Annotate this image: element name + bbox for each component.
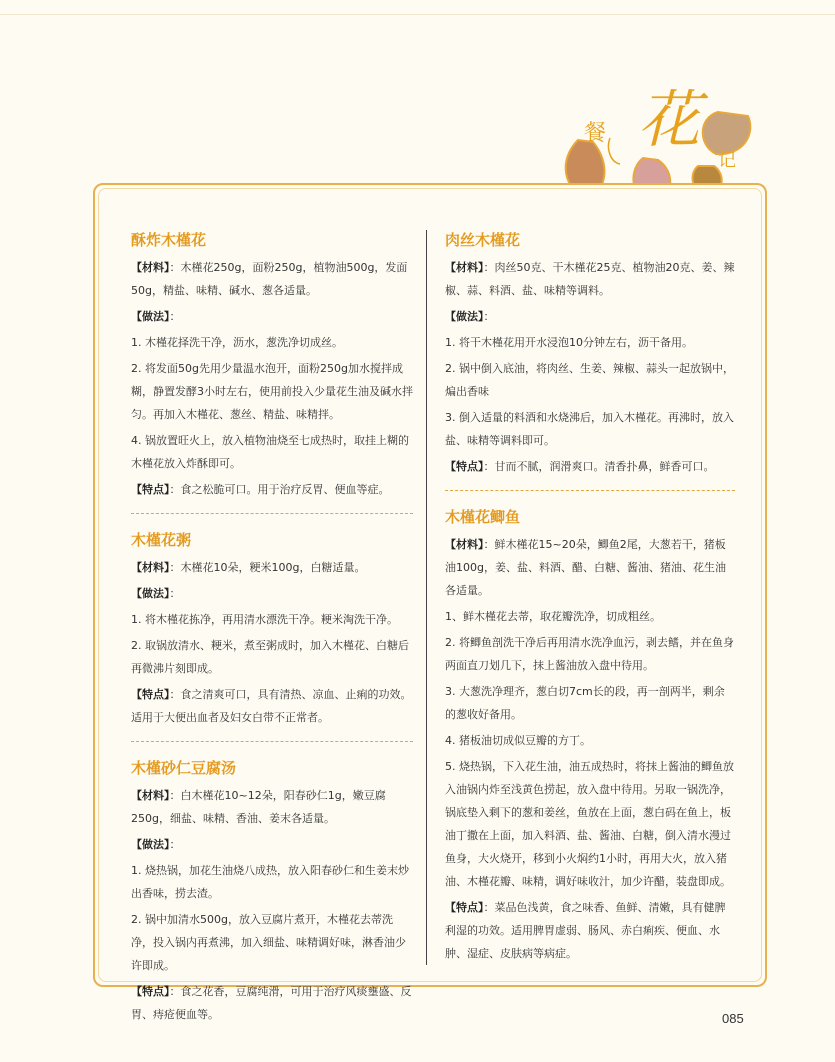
feature-text: ：食之花香，豆腐纯滑，可用于治疗风痰壅盛、反胃、痔疮便血等。 — [131, 985, 412, 1021]
left-column — [131, 230, 413, 1029]
method-label: 【做法】 — [445, 310, 484, 323]
method-step: 1. 木槿花择洗干净，沥水，葱洗净切成丝。 — [131, 336, 343, 349]
recipe-section — [131, 230, 413, 501]
method-line — [131, 582, 413, 605]
method-step: 1. 烧热锅，加花生油烧八成热，放入阳春砂仁和生姜末炒出香味，捞去渣。 — [131, 864, 409, 900]
materials-text: ：木槿花10朵，粳米100g，白糖适量。 — [169, 561, 366, 574]
materials-label: 【材料】 — [445, 261, 484, 274]
method-step: 3. 大葱洗净理齐，葱白切7cm长的段，再一剖两半，剩余的葱收好备用。 — [445, 685, 725, 721]
method-step: 4. 猪板油切成似豆瓣的方丁。 — [445, 734, 591, 747]
method-step: 2. 取锅放清水、粳米，煮至粥成时，加入木槿花、白糖后再微沸片刻即成。 — [131, 639, 409, 675]
method-step: 2. 将鲫鱼剖洗干净后再用清水洗净血污，剥去鳍，并在鱼身两面直刀划几下，抹上酱油放入盘中待用。 — [445, 636, 734, 672]
materials-label: 【材料】 — [131, 789, 170, 802]
materials-label: 【材料】 — [131, 561, 170, 574]
materials-line — [445, 256, 735, 302]
materials-line — [131, 256, 413, 302]
method-step: 1、鲜木槿花去蒂，取花瓣洗净，切成粗丝。 — [445, 610, 661, 623]
feature-line — [131, 683, 413, 729]
method-line — [131, 305, 413, 328]
feature-text: ：食之清爽可口，具有清热、凉血、止痢的功效。适用于大便出血者及妇女白带不正常者。 — [131, 688, 412, 724]
section-separator — [131, 513, 413, 514]
recipe-section — [445, 507, 735, 965]
feature-label: 【特点】 — [131, 483, 170, 496]
method-label: 【做法】 — [131, 310, 170, 323]
recipe-title: 肉丝木槿花 — [445, 231, 521, 249]
recipe-section — [445, 230, 735, 478]
method-step: 2. 锅中加清水500g，放入豆腐片煮开，木槿花去蒂洗净，投入锅内再煮沸，加入细盐、味精调好味，淋香油少许即成。 — [131, 913, 406, 972]
header-char-2: 花 — [638, 83, 701, 156]
recipe-section — [131, 530, 413, 729]
top-rule — [0, 14, 835, 15]
feature-label: 【特点】 — [131, 688, 170, 701]
method-suffix: ： — [169, 587, 181, 600]
method-label: 【做法】 — [131, 587, 170, 600]
method-line — [445, 305, 735, 328]
materials-line — [131, 556, 413, 579]
method-step: 1. 将干木槿花用开水浸泡10分钟左右，沥干备用。 — [445, 336, 693, 349]
header-char-3: 记 — [718, 150, 736, 171]
header-char-1: 餐 — [584, 121, 607, 146]
method-suffix: ： — [169, 310, 181, 323]
feature-line — [131, 980, 413, 1026]
page-number: 085 — [722, 1011, 744, 1026]
materials-text: ：鲜木槿花15~20朵，鲫鱼2尾，大葱若干，猪板油100g，姜、盐、料酒、醋、白糖、酱油、猪油、花生油各适量。 — [445, 538, 726, 597]
materials-text: ：肉丝50克、干木槿花25克、植物油20克、姜、辣椒、蒜、料酒、盐、味精等调料。 — [445, 261, 735, 297]
feature-line — [445, 455, 735, 478]
method-suffix: ： — [169, 838, 181, 851]
method-step: 5. 烧热锅，下入花生油，油五成热时，将抹上酱油的鲫鱼放入油锅内炸至浅黄色捞起，放入盘中待用。另取一锅洗净，锅底垫入剩下的葱和姜丝，鱼放在上面，葱白码在鱼上，板油丁撒在上面，加入料酒、盐、酱油、白糖，倒入清水漫过鱼身，大火烧开，移到小火焖约1小时，再用大火，放入猪油、木槿花瓣、味精，调好味收汁，加少许醋，装盘即成。 — [445, 760, 734, 888]
right-column — [445, 230, 735, 968]
materials-line — [445, 533, 735, 602]
materials-label: 【材料】 — [131, 261, 170, 274]
materials-text: ：木槿花250g，面粉250g，植物油500g，发面50g，精盐、味精、碱水、葱各适量。 — [131, 261, 408, 297]
method-suffix: ： — [483, 310, 495, 323]
recipe-section — [131, 758, 413, 1026]
recipe-title: 酥炸木槿花 — [131, 231, 207, 249]
recipe-title: 木槿砂仁豆腐汤 — [131, 759, 237, 777]
method-line — [131, 833, 413, 856]
feature-text: ：食之松脆可口。用于治疗反胃、便血等症。 — [169, 483, 390, 496]
feature-text: ：甘而不腻，润滑爽口。清香扑鼻，鲜香可口。 — [483, 460, 715, 473]
materials-line — [131, 784, 413, 830]
feature-text: ：菜品色浅黄，食之味香、鱼鲜、清嫩，具有健脾利湿的功效。适用脾胃虚弱、肠风、赤白痢疾、便血、水肿、湿症、皮肤病等病症。 — [445, 901, 726, 960]
column-divider — [426, 230, 427, 965]
method-step: 2. 锅中倒入底油，将肉丝、生姜、辣椒、蒜头一起放锅中，煸出香味 — [445, 362, 734, 398]
method-label: 【做法】 — [131, 838, 170, 851]
method-step: 4. 锅放置旺火上，放入植物油烧至七成热时，取挂上糊的木槿花放入炸酥即可。 — [131, 434, 409, 470]
feature-label: 【特点】 — [131, 985, 170, 998]
recipe-title: 木槿花鲫鱼 — [445, 508, 521, 526]
section-separator — [131, 741, 413, 742]
feature-label: 【特点】 — [445, 460, 484, 473]
method-step: 3. 倒入适量的料酒和水烧沸后，加入木槿花。再沸时，放入盐、味精等调料即可。 — [445, 411, 734, 447]
feature-line — [131, 478, 413, 501]
feature-label: 【特点】 — [445, 901, 484, 914]
method-step: 1. 将木槿花拣净，再用清水漂洗干净。粳米淘洗干净。 — [131, 613, 398, 626]
method-step: 2. 将发面50g先用少量温水泡开，面粉250g加水搅拌成糊，静置发酵3小时左右，使用前投入少量花生油及碱水拌匀。再加入木槿花、葱丝、精盐、味精拌。 — [131, 362, 413, 421]
materials-label: 【材料】 — [445, 538, 484, 551]
materials-text: ：白木槿花10~12朵，阳春砂仁1g，嫩豆腐250g，细盐、味精、香油、姜末各适量。 — [131, 789, 386, 825]
section-separator — [445, 490, 735, 491]
recipe-title: 木槿花粥 — [131, 531, 192, 549]
feature-line — [445, 896, 735, 965]
